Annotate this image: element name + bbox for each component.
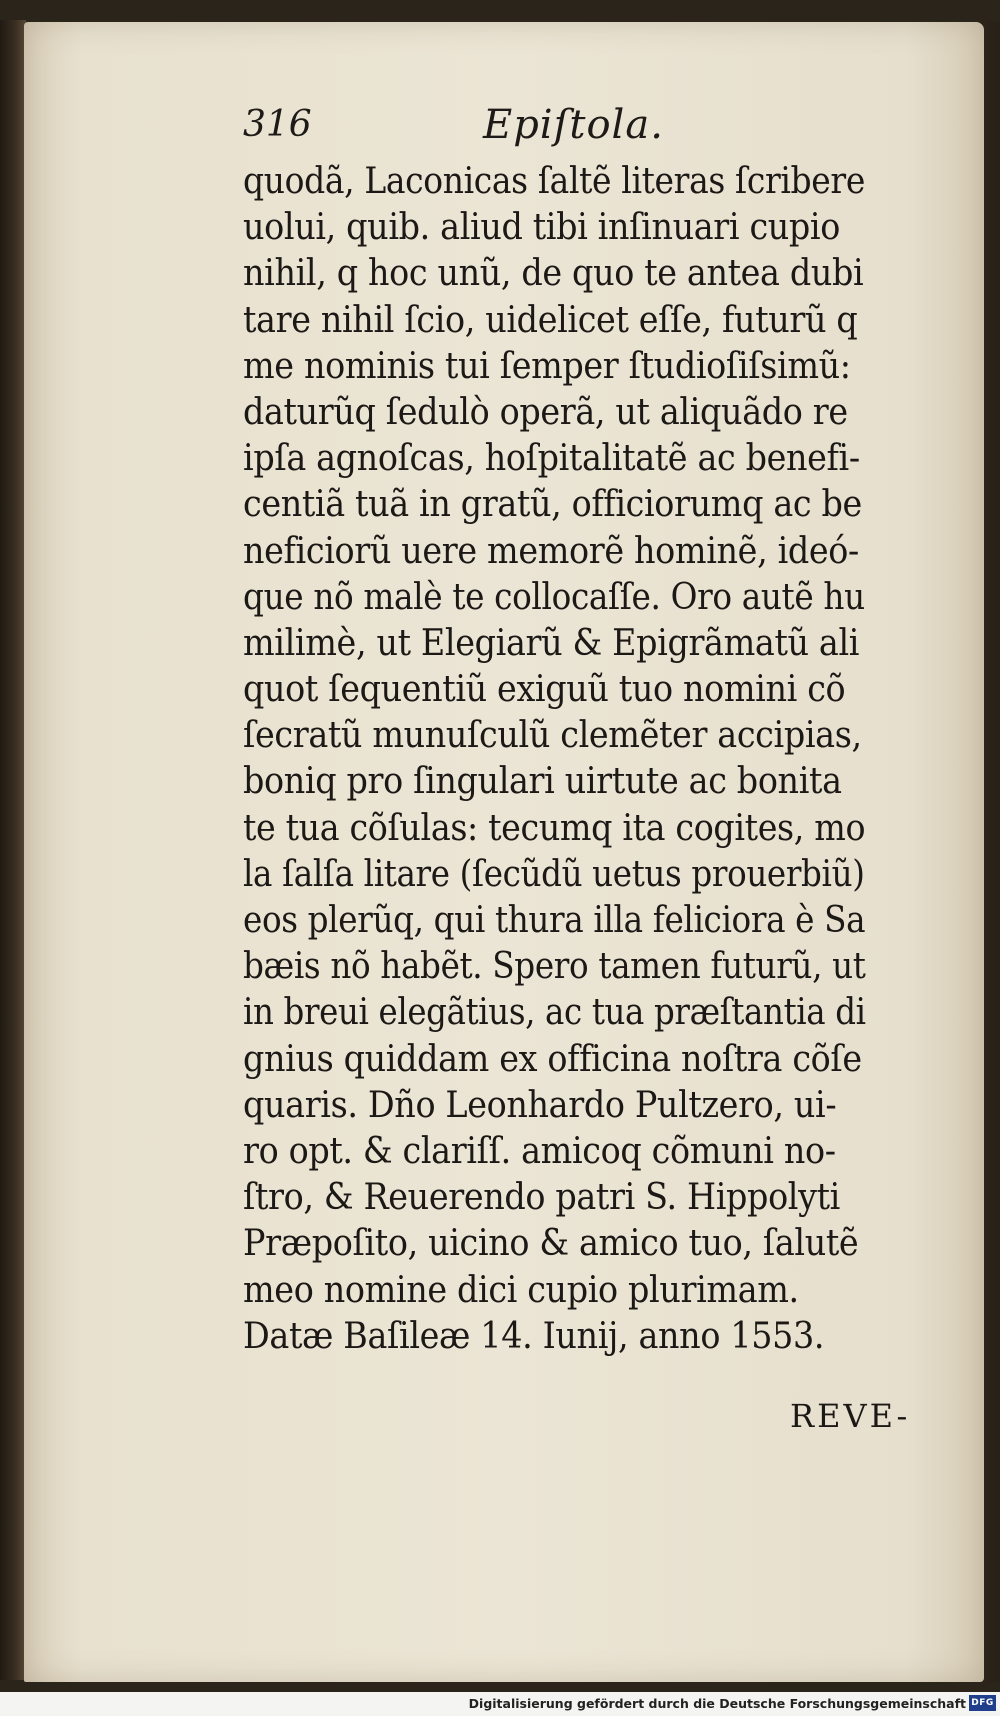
text-line: ro opt. & clariſſ. amicoq cõmuni no- <box>243 1128 836 1172</box>
text-line: quot ſequentiũ exiguũ tuo nomini cõ <box>243 667 846 711</box>
text-line: neficiorũ uere memorẽ hominẽ, ideó- <box>243 528 859 572</box>
text-line: Datæ Baſileæ 14. Iunij, anno 1553. <box>243 1313 825 1357</box>
funding-credit: Digitalisierung gefördert durch die Deutsche Forschungsgemeinschaft <box>468 1696 966 1711</box>
page-edge-shadow <box>984 22 1000 1682</box>
page-number: 316 <box>243 104 312 145</box>
text-line: nihil, q hoc unũ, de quo te antea dubi <box>243 251 864 295</box>
text-line: daturũq ſedulò operã, ut aliquãdo re <box>243 389 848 433</box>
text-line: centiã tuã in gratũ, officiorumq ac be <box>243 482 862 526</box>
letter-text <box>243 158 923 1359</box>
book-binding-edge <box>0 20 26 1680</box>
text-line: gnius quiddam ex officina noſtra cõſe <box>243 1036 862 1080</box>
text-line: que nõ malè te collocaſſe. Oro autẽ hu <box>243 574 865 618</box>
text-line: me nominis tui ſemper ſtudioſiſsimũ: <box>243 343 851 387</box>
text-line: tare nihil ſcio, uidelicet eſſe, futurũ q <box>243 297 858 341</box>
text-line: boniq pro ſingulari uirtute ac bonita <box>243 759 842 803</box>
catchword: REVE- <box>790 1397 911 1435</box>
text-line: quodã, Laconicas ſaltẽ literas ſcribere <box>243 159 865 202</box>
text-line: te tua cõſulas: tecumq ita cogites, mo <box>243 805 866 849</box>
text-line: milimè, ut Elegiarũ & Epigrãmatũ ali <box>243 620 860 664</box>
text-line: ſecratũ munuſculũ clemẽter accipias, <box>243 713 862 757</box>
text-line: uolui, quib. aliud tibi inſinuari cupio <box>243 205 840 249</box>
text-line: bæis nõ habẽt. Spero tamen futurũ, ut <box>243 944 866 988</box>
text-line: Præpoſito, uicino & amico tuo, ſalutẽ <box>243 1221 859 1265</box>
text-line: ſtro, & Reuerendo patri S. Hippolyti <box>243 1175 841 1219</box>
text-line: eos plerũq, qui thura illa feliciora è Sa <box>243 898 866 941</box>
text-line: in breui elegãtius, ac tua præſtantia di <box>243 990 866 1034</box>
page-header <box>243 100 883 150</box>
text-line: la ſalſa litare (ſecũdũ uetus prouerbiũ) <box>243 851 865 895</box>
text-line: ipſa agnoſcas, hoſpitalitatẽ ac benefi- <box>243 436 860 480</box>
text-line: quaris. Dño Leonhardo Pultzero, ui- <box>243 1082 837 1126</box>
dfg-logo-icon: DFG <box>969 1695 996 1711</box>
running-head: Epiſtola. <box>483 102 664 148</box>
text-line: meo nomine dici cupio plurimam. <box>243 1267 799 1311</box>
digitization-footer <box>0 1692 1000 1716</box>
